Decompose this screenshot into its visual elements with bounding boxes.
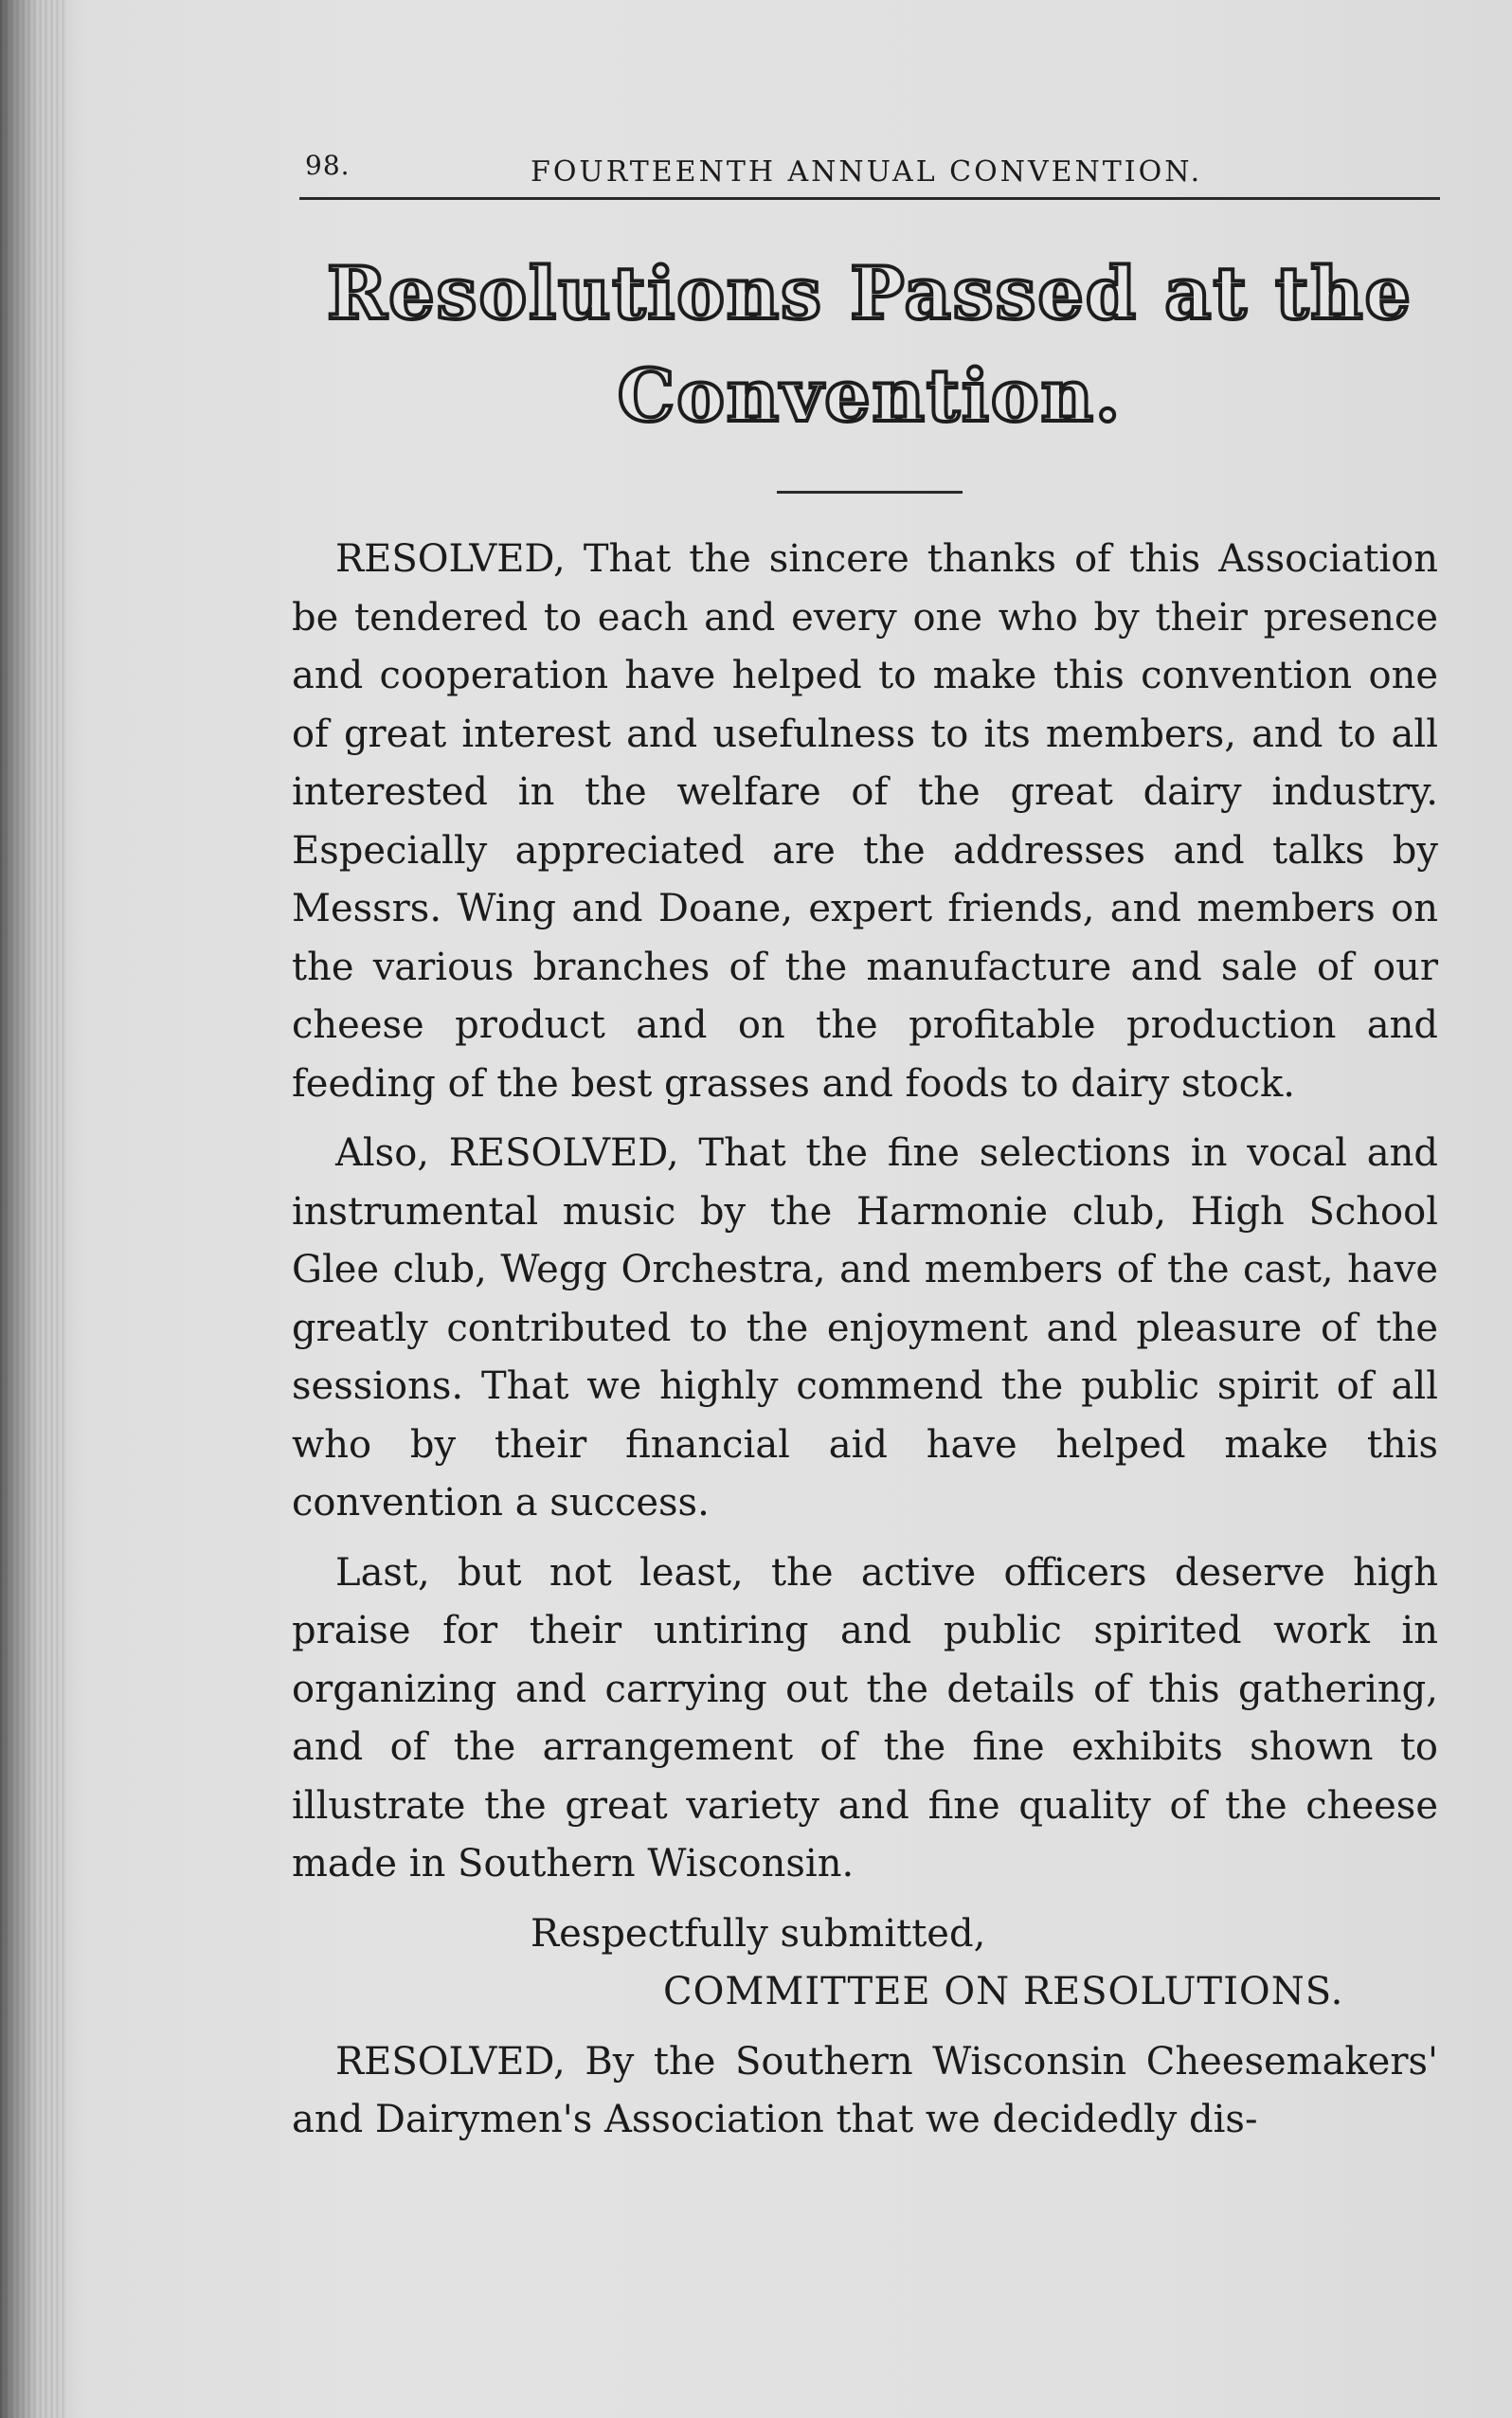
signature-committee: COMMITTEE ON RESOLUTIONS. — [663, 1970, 1344, 2013]
section-title — [303, 243, 1436, 447]
body-text — [292, 531, 1438, 2161]
running-header — [299, 142, 1440, 200]
signature-closing: Respectfully submitted, — [531, 1911, 986, 1956]
resolution-paragraph-2: Also, RESOLVED, That the fine selections in vocal and instrumental music by the Harmonie club, High School Glee club, Wegg Orchestra, and members of the cast, have greatly contributed to the enjoyment and pleasure of the sessions. That we highly commend the public spirit of all who by their financial aid have helped make this convention a success. — [292, 1131, 1438, 1525]
page-number: 98. — [305, 150, 351, 181]
section-title-line-1: Resolutions Passed at the — [327, 251, 1413, 335]
section-title-line-2: Convention. — [617, 353, 1123, 438]
resolution-paragraph-4: RESOLVED, By the Southern Wisconsin Cheesemakers' and Dairymen's Association that we decidedly dis- — [292, 2039, 1438, 2141]
resolution-paragraph-3: Last, but not least, the active officers deserve high praise for their untiring and public spirited work in organizing and carrying out the details of this gathering, and of the arrangement of the fine exhibits shown to illustrate the great variety and fine quality of the cheese made in Southern Wisconsin. — [292, 1550, 1438, 1886]
running-title: FOURTEENTH ANNUAL CONVENTION. — [531, 155, 1203, 189]
book-binding-edge — [0, 0, 66, 2418]
resolution-paragraph-1: RESOLVED, That the sincere thanks of this Association be tendered to each and every one who by their presence and cooperation have helped to make this convention one of great interest and usefulness to its members, and to all interested in the welfare of the great dairy industry. Especially appreciated are the addresses and talks by Messrs. Wing and Doane, expert friends, and members on the various branches of the manufacture and sale of our cheese product and on the profitable production and feeding of the best grasses and foods to dairy stock. — [292, 537, 1438, 1106]
title-divider-rule — [777, 491, 963, 494]
